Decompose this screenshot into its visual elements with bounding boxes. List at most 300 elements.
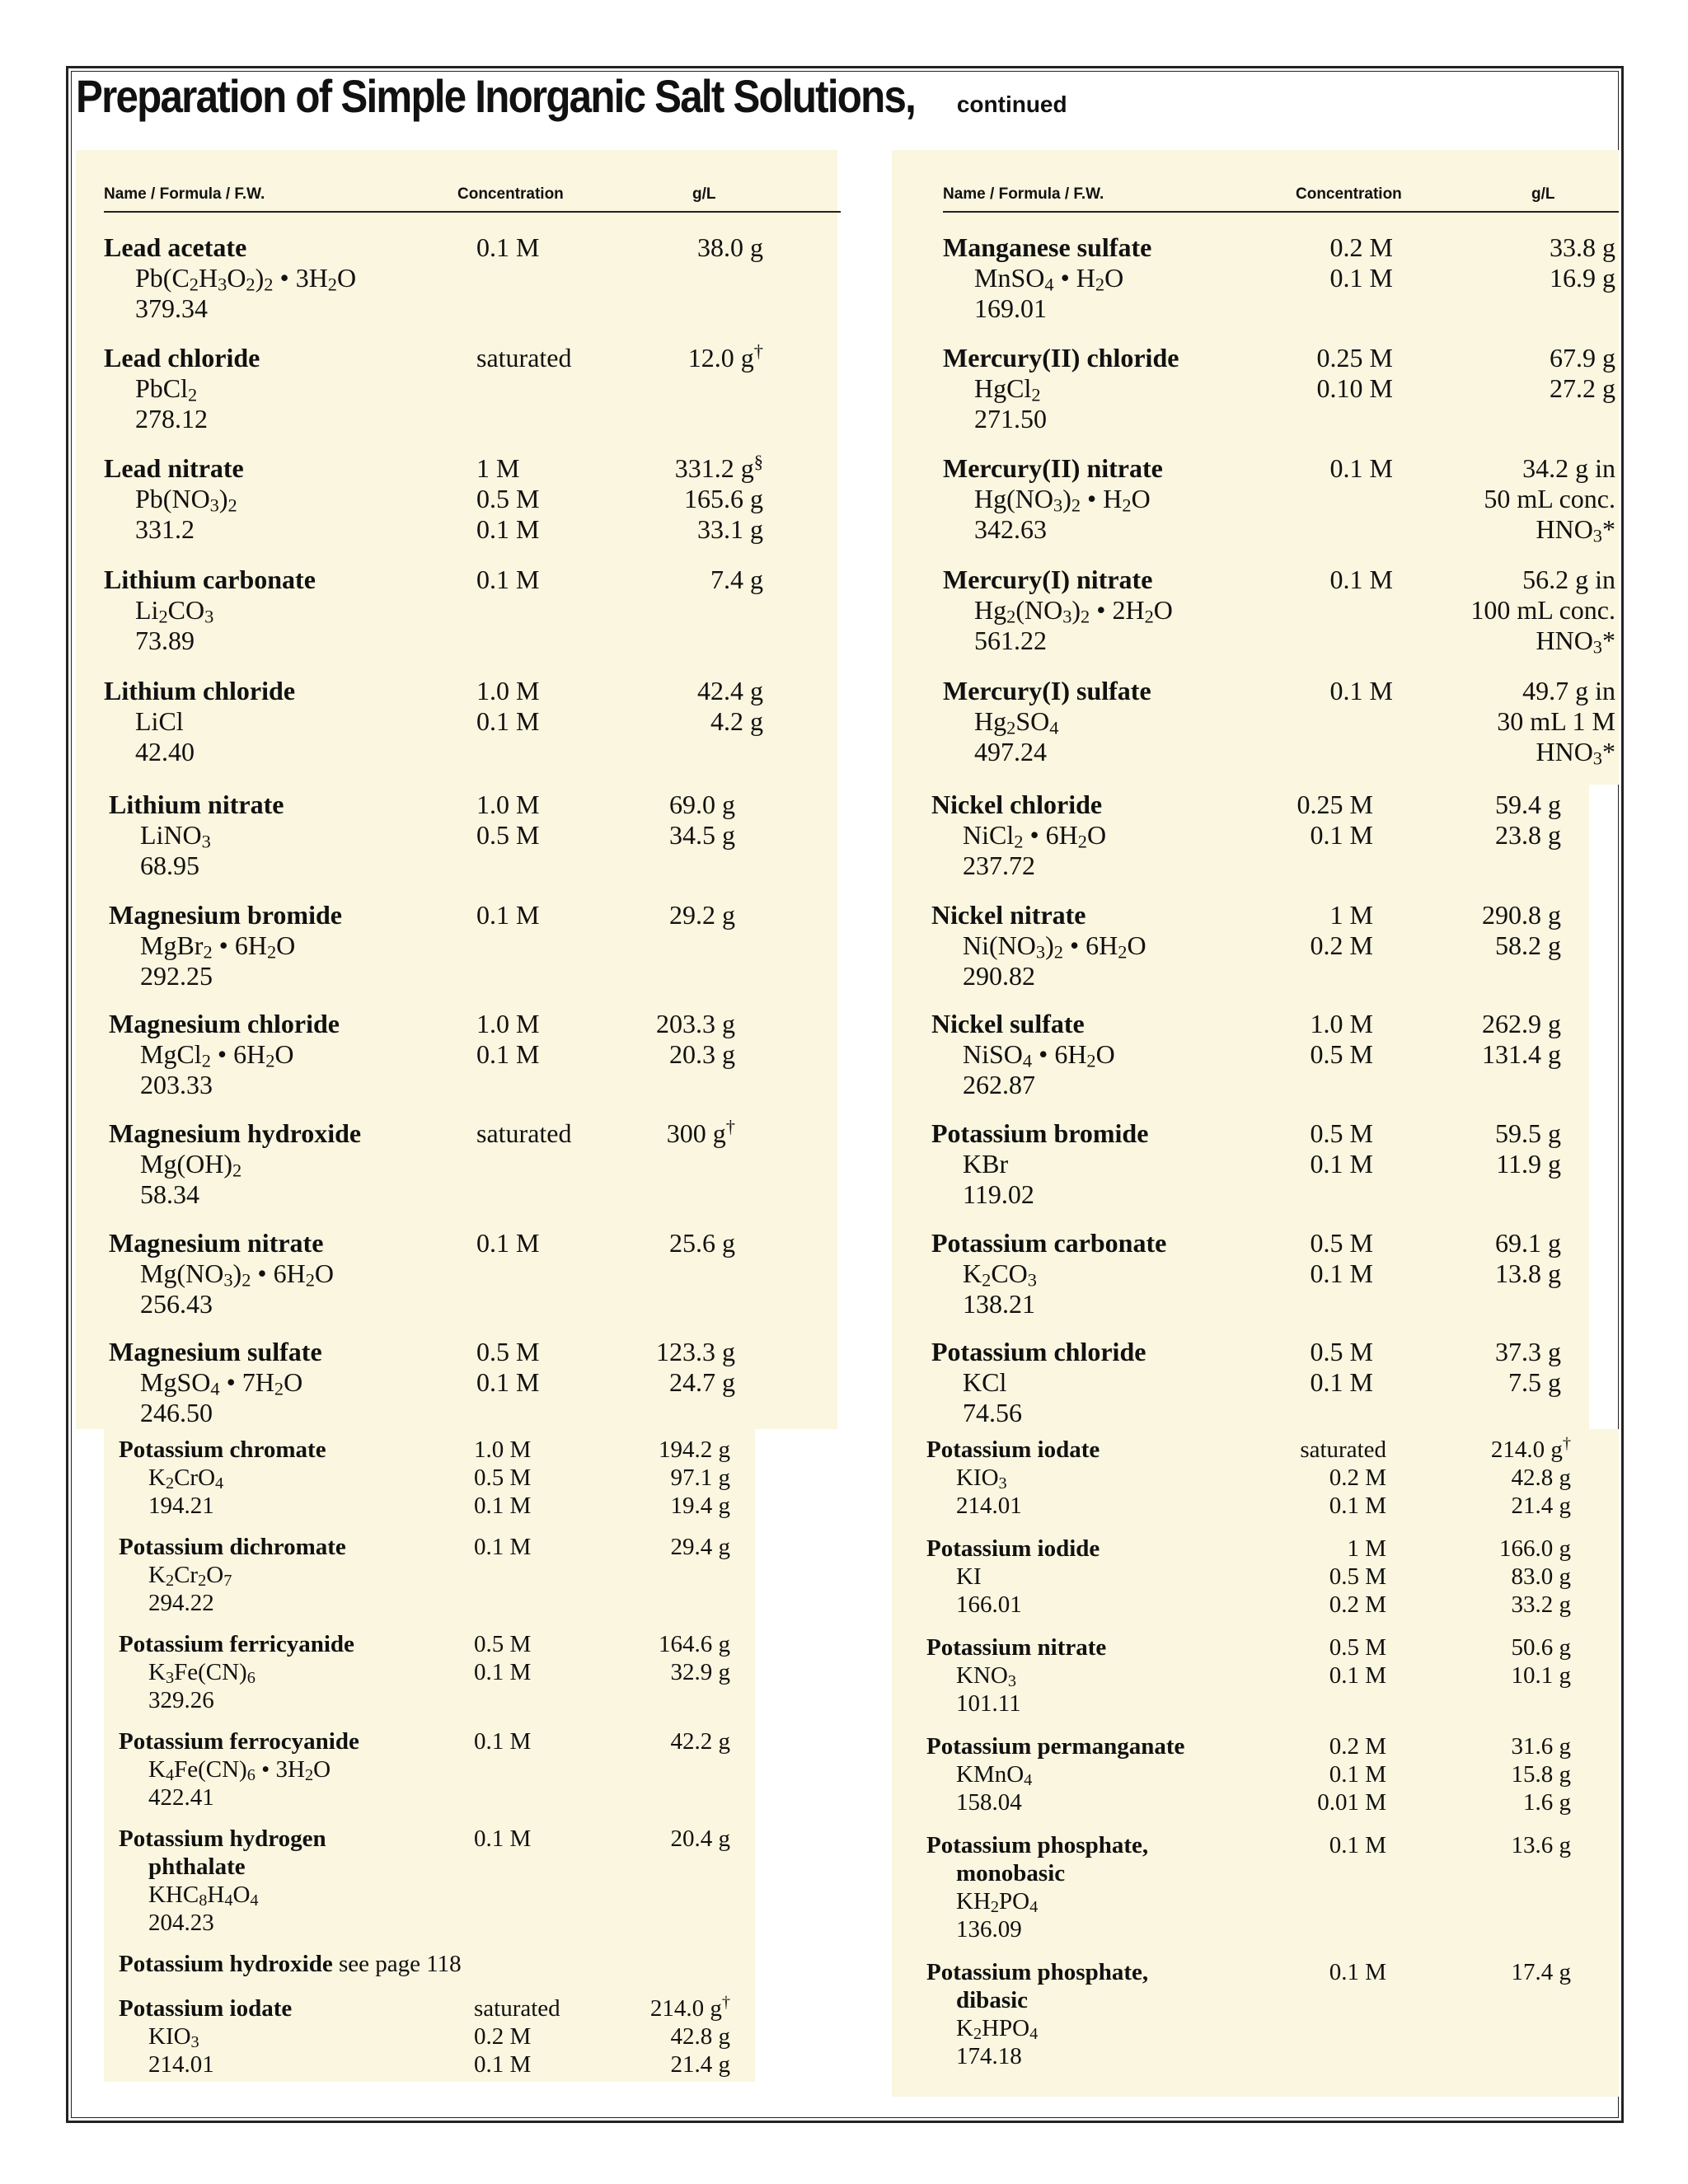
concentration-value: 0.5 M [1329,1563,1386,1590]
grams-value: 69.0 g [669,790,735,819]
concentration-cell [1317,1732,1386,1816]
right-panel-middle [892,785,1589,1429]
grams-value: 67.9 g [1550,343,1615,373]
right-entry [943,676,1151,767]
grams-value: $HNO_3*$ [1536,737,1615,769]
concentration-cell [476,790,539,851]
salt-name: Nickel chloride [931,790,1103,819]
grams-per-liter-cell [669,900,735,930]
hydroxide-note-ref: see page 118 [332,1951,462,1977]
right-entry [931,1009,1115,1100]
formula-line: $K_2Cr_2O_7$ [148,1562,232,1591]
formula-weight: 119.02 [963,1179,1034,1209]
formula-weight: 74.56 [963,1398,1022,1427]
salt-name: Magnesium bromide [109,900,342,930]
salt-formula: $Li_2CO_3$ [135,595,214,627]
formula-line: $KIO_3$ [956,1465,1007,1493]
concentration-value: saturated [1300,1436,1386,1463]
salt-name: Lithium chloride [104,676,296,705]
concentration-value: 0.2 M [1329,1465,1386,1491]
salt-formula: KBr [963,1149,1009,1179]
grams-value: 166.0 g [1499,1535,1571,1562]
grams-per-liter-cell [1495,1228,1561,1289]
salt-name: Nickel sulfate [931,1009,1085,1038]
grams-per-liter-cell [697,232,763,263]
grams-value: 21.4 g [670,2051,730,2078]
formula-line: 194.21 [148,1493,214,1519]
formula-weight: 42.40 [135,737,195,766]
salt-formula: $Hg_2(NO_3)_2$ • $2H_2O$ [974,595,1173,627]
concentration-cell [1330,676,1393,706]
salt-name: Potassium iodide [926,1535,1100,1562]
concentration-cell [1311,900,1373,961]
grams-value: 69.1 g [1495,1228,1561,1258]
formula-line: $K_2CrO_4$ [148,1465,224,1493]
salt-formula: $Hg(NO_3)_2$ • $H_2O$ [974,484,1151,516]
grams-value: 25.6 g [669,1228,735,1258]
salt-formula: HgCl$_2$ [974,373,1041,405]
salt-formula: LiCl [135,706,184,736]
concentration-cell [1317,343,1393,404]
grams-per-liter-cell [650,1994,730,2079]
formula-line: $K_2HPO_4$ [956,2015,1039,2044]
grams-value: 29.2 g [669,900,735,930]
right-entry [943,565,1173,656]
formula-line: $KNO_3$ [956,1662,1016,1691]
right-entry [931,790,1106,881]
concentration-cell [476,1337,539,1398]
concentration-value: 0.1 M [1329,453,1393,483]
salt-name: Mercury(I) sulfate [943,676,1151,705]
grams-per-liter-cell [1470,565,1615,656]
concentration-value: 0.1 M [474,1825,532,1852]
grams-value: 33.2 g [1511,1591,1571,1618]
grams-value: 32.9 g [670,1659,730,1685]
formula-weight: 138.21 [963,1289,1035,1319]
formula-line: 158.04 [956,1789,1022,1816]
grams-value: 1.6 g [1523,1789,1571,1816]
grams-value: 19.4 g [670,1493,730,1519]
formula-weight: 68.95 [140,851,199,880]
left-lower-entry [119,1436,326,1520]
concentration-cell [1329,1535,1386,1619]
concentration-value: 0.25 M [1316,343,1393,373]
grams-per-liter-cell [659,1436,730,1520]
grams-value: 300 g† [666,1116,735,1148]
left-lower-entry [119,1825,326,1937]
grams-value: 20.4 g [670,1825,730,1852]
grams-per-liter-cell [675,453,763,545]
grams-value: 214.0 g† [649,1993,730,2022]
salt-formula: $Pb(NO_3)_2$ [135,484,237,516]
concentration-value: 0.1 M [1310,1258,1373,1288]
concentration-value: 0.1 M [1329,263,1393,293]
salt-name: Magnesium nitrate [109,1228,324,1258]
grams-value: 31.6 g [1511,1733,1571,1760]
right-lower-entry [926,1958,1148,2070]
grams-value: 23.8 g [1495,820,1561,850]
grams-value: 194.2 g [659,1436,730,1463]
salt-name: Potassium ferricyanide [119,1631,354,1657]
grams-per-liter-cell [1495,790,1561,851]
subtitle-text: continued [956,91,1067,117]
left-entry [109,1118,361,1210]
salt-formula: MgCl$_2$ • $6H_2O$ [140,1039,294,1071]
concentration-cell [476,1118,572,1149]
grams-per-liter-cell [1550,232,1615,293]
grams-value: 20.3 g [669,1039,735,1069]
salt-formula: $K_2CO_3$ [963,1258,1037,1291]
concentration-cell [1330,565,1393,595]
left-entry [109,790,284,881]
salt-formula: $Pb(C_2H_3O_2)_2$ • $3H_2O$ [135,263,357,295]
concentration-value: 0.1 M [476,232,540,262]
concentration-cell [476,453,539,545]
grams-value: 34.2 g in [1522,453,1615,483]
concentration-cell [1329,1633,1386,1690]
grams-per-liter-cell [1499,1535,1571,1619]
formula-weight: 290.82 [963,961,1035,991]
concentration-cell [1297,790,1373,851]
left-entry [104,232,356,324]
formula-line: 422.41 [148,1784,214,1811]
grams-value: 29.4 g [670,1534,730,1560]
formula-line: 174.18 [956,2043,1022,2069]
salt-formula: $Mg(OH)_2$ [140,1149,242,1181]
concentration-value: 0.5 M [1329,1634,1386,1661]
right-header-name: Name / Formula / F.W. [943,185,1104,203]
concentration-cell [476,900,539,930]
left-entry [104,343,260,434]
concentration-cell [1311,1228,1373,1289]
concentration-value: 0.1 M [476,706,540,736]
concentration-value: 0.1 M [1329,1493,1386,1519]
salt-name: Potassium phosphate, [926,1959,1149,1985]
concentration-value: 0.5 M [476,1337,540,1366]
grams-value: 33.1 g [697,514,763,544]
formula-line: 214.01 [148,2051,214,2078]
concentration-value: 0.25 M [1296,790,1373,819]
concentration-value: 0.1 M [476,1367,540,1397]
grams-value: 42.4 g [697,676,763,705]
concentration-value: 1 M [1329,900,1373,930]
right-lower-entry [926,1535,1100,1619]
grams-value: 7.4 g [710,565,763,594]
salt-name: Mercury(II) chloride [943,343,1179,373]
formula-weight: 262.87 [963,1070,1035,1099]
grams-per-liter-cell [1495,1118,1561,1179]
concentration-value: 0.2 M [474,2023,532,2050]
grams-value: 100 mL conc. [1470,595,1615,625]
grams-value: 262.9 g [1482,1009,1561,1038]
right-entry [931,1228,1166,1319]
right-header-rule [943,211,1619,213]
salt-formula: MnSO$_4$ • $H_2O$ [974,263,1124,295]
concentration-cell [476,1009,539,1070]
concentration-value: 0.1 M [1329,676,1393,705]
grams-value: 34.5 g [669,820,735,850]
salt-name: Lead chloride [104,343,260,373]
right-header-conc: Concentration [1296,185,1402,203]
grams-value: 12.0 g† [687,340,763,373]
concentration-value: 0.01 M [1317,1789,1386,1816]
left-entry [109,900,342,991]
grams-per-liter-cell [656,1337,735,1398]
grams-per-liter-cell [1482,900,1561,961]
grams-per-liter-cell [671,1825,731,1853]
concentration-value: 0.1 M [1329,1662,1386,1689]
salt-name: Potassium bromide [931,1118,1149,1148]
salt-formula: $Mg(NO_3)_2$ • $6H_2O$ [140,1258,335,1291]
right-entry [943,343,1179,434]
salt-name: Manganese sulfate [943,232,1152,262]
grams-value: 42.8 g [670,2023,730,2050]
salt-name: Mercury(II) nitrate [943,453,1163,483]
grams-per-liter-cell [669,1228,735,1258]
salt-formula: $Ni(NO_3)_2$ • $6H_2O$ [963,930,1146,963]
salt-formula: PbCl$_2$ [135,373,198,405]
grams-per-liter-cell [1491,1436,1571,1520]
concentration-value: 0.2 M [1329,232,1393,262]
right-entry [931,1118,1148,1210]
grams-value: 50 mL conc. [1484,484,1615,513]
concentration-value: 0.1 M [1310,1149,1373,1179]
grams-value: 11.9 g [1496,1149,1561,1179]
formula-weight: 73.89 [135,626,195,655]
grams-per-liter-cell [710,565,763,595]
formula-line: 294.22 [148,1590,214,1616]
concentration-value: 0.2 M [1329,1591,1386,1618]
grams-value: 123.3 g [656,1337,735,1366]
salt-name: Potassium dichromate [119,1534,346,1560]
grams-value: 15.8 g [1511,1761,1571,1788]
left-header-rule [104,211,841,213]
concentration-cell [474,1994,560,2079]
left-entry [109,1337,322,1428]
grams-per-liter-cell [667,1118,735,1149]
grams-per-liter-cell [1484,453,1615,545]
grams-value: 165.6 g [684,484,763,513]
formula-line: 166.01 [956,1591,1022,1618]
grams-value: 131.4 g [1482,1039,1561,1069]
salt-name: Lead nitrate [104,453,244,483]
grams-value: 16.9 g [1550,263,1615,293]
formula-line: 204.23 [148,1910,214,1936]
salt-name: Lithium nitrate [109,790,284,819]
concentration-value: 0.5 M [476,484,540,513]
grams-per-liter-cell [1495,1337,1561,1398]
page-title [76,69,1067,123]
left-entry [104,565,316,656]
grams-per-liter-cell [1497,676,1615,767]
formula-weight: 237.72 [963,851,1035,880]
concentration-value: 0.1 M [1329,565,1393,594]
salt-name: Mercury(I) nitrate [943,565,1153,594]
formula-line: $K_4Fe(CN)_6$ • $3H_2O$ [148,1756,331,1785]
grams-value: 4.2 g [710,706,763,736]
grams-value: 97.1 g [670,1465,730,1491]
left-header-conc: Concentration [457,185,564,203]
concentration-cell [474,1533,531,1561]
concentration-value: 1.0 M [474,1436,532,1463]
salt-name: Magnesium chloride [109,1009,340,1038]
salt-name: Lithium carbonate [104,565,316,594]
formula-line: $KIO_3$ [148,2023,199,2052]
grams-per-liter-cell [656,1009,735,1070]
salt-name: Potassium hydrogen [119,1825,326,1852]
grams-value: 21.4 g [1511,1493,1571,1519]
title-text: Preparation of Simple Inorganic Salt Solutions, [76,70,916,122]
right-entry [931,900,1146,991]
concentration-value: 0.1 M [476,514,540,544]
right-entry [943,453,1163,545]
grams-value: 42.8 g [1511,1465,1571,1491]
concentration-value: 0.1 M [474,1534,532,1560]
grams-per-liter-cell [1512,1633,1572,1690]
salt-name: Potassium iodate [119,1995,293,2022]
concentration-value: 1.0 M [476,676,540,705]
concentration-cell [476,343,572,373]
left-entry [109,1228,334,1319]
concentration-value: 0.5 M [1310,1039,1373,1069]
salt-name: Potassium chromate [119,1436,326,1463]
grams-per-liter-cell [669,790,735,851]
right-header-gl: g/L [1531,185,1555,203]
grams-value: 214.0 g† [1490,1434,1571,1463]
formula-line: phthalate [148,1854,246,1880]
concentration-value: 0.5 M [1310,1228,1373,1258]
left-lower-entry [119,1994,292,2079]
concentration-value: 0.1 M [476,900,540,930]
left-lower-entry [119,1630,354,1714]
right-lower-entry [926,1436,1100,1520]
left-entry [104,453,244,545]
concentration-cell [1330,453,1393,484]
grams-value: 83.0 g [1511,1563,1571,1590]
formula-weight: 292.25 [140,961,213,991]
concentration-cell [1311,1009,1373,1070]
concentration-cell [1311,1118,1373,1179]
formula-line: KI [956,1563,982,1590]
concentration-value: 0.2 M [1310,930,1373,960]
grams-value: $HNO_3*$ [1536,626,1615,658]
concentration-cell [476,1228,539,1258]
formula-weight: 203.33 [140,1070,213,1099]
concentration-value: 0.10 M [1316,373,1393,403]
formula-line: dibasic [956,1987,1029,2013]
formula-weight: 246.50 [140,1398,213,1427]
concentration-value: 1.0 M [476,790,540,819]
concentration-cell [474,1825,531,1853]
concentration-value: 0.1 M [474,1493,532,1519]
grams-value: 49.7 g in [1522,676,1615,705]
grams-value: 59.4 g [1495,790,1561,819]
grams-value: 38.0 g [697,232,763,262]
left-entry [109,1009,340,1100]
grams-per-liter-cell [671,1533,731,1561]
concentration-value: 0.2 M [1329,1733,1386,1760]
concentration-value: 0.1 M [474,2051,532,2078]
grams-value: $HNO_3*$ [1536,514,1615,546]
formula-weight: 256.43 [140,1289,213,1319]
concentration-cell [1311,1337,1373,1398]
grams-value: 331.2 g§ [674,451,763,483]
concentration-value: 1.0 M [1310,1009,1373,1038]
grams-value: 50.6 g [1511,1634,1571,1661]
concentration-value: saturated [474,1995,560,2022]
grams-value: 7.5 g [1508,1367,1561,1397]
formula-weight: 497.24 [974,737,1047,766]
concentration-value: saturated [476,1118,572,1148]
salt-name: Potassium carbonate [931,1228,1167,1258]
grams-value: 13.6 g [1511,1832,1571,1858]
grams-value: 33.8 g [1550,232,1615,262]
concentration-value: 0.1 M [1329,1959,1386,1985]
formula-weight: 331.2 [135,514,195,544]
grams-per-liter-cell [1512,1732,1572,1816]
salt-formula: $Hg_2SO_4$ [974,706,1059,738]
concentration-value: 0.1 M [476,565,540,594]
concentration-value: saturated [476,343,572,373]
grams-value: 27.2 g [1550,373,1615,403]
formula-line: $K_3Fe(CN)_6$ [148,1659,256,1688]
concentration-value: 0.1 M [474,1659,532,1685]
concentration-cell [1329,1958,1386,1986]
concentration-cell [1300,1436,1386,1520]
salt-name: Magnesium hydroxide [109,1118,362,1148]
grams-per-liter-cell [1550,343,1615,404]
salt-formula: NiCl$_2$ • $6H_2O$ [963,820,1107,852]
formula-line: 214.01 [956,1493,1022,1519]
grams-value: 59.5 g [1495,1118,1561,1148]
formula-line: $KHC_8H_4O_4$ [148,1882,259,1910]
concentration-value: 0.1 M [476,1228,540,1258]
salt-formula: LiNO$_3$ [140,820,211,852]
right-entry [943,232,1151,324]
formula-line: KMnO$_4$ [956,1761,1033,1790]
salt-name: Potassium chloride [931,1337,1146,1366]
formula-weight: 561.22 [974,626,1047,655]
concentration-value: 0.5 M [474,1631,532,1657]
formula-line: $KH_2PO_4$ [956,1888,1039,1917]
formula-line: 329.26 [148,1687,214,1713]
concentration-value: 0.1 M [474,1728,532,1755]
grams-value: 13.8 g [1495,1258,1561,1288]
formula-line: 101.11 [956,1690,1021,1717]
concentration-value: 0.5 M [1310,1337,1373,1366]
formula-line: 136.09 [956,1916,1022,1943]
concentration-cell [474,1630,531,1686]
salt-name: Lead acetate [104,232,247,262]
right-entry [931,1337,1146,1428]
concentration-value: 1 M [476,453,520,483]
formula-weight: 379.34 [135,293,208,323]
salt-formula: NiSO$_4$ • $6H_2O$ [963,1039,1115,1071]
right-lower-entry [926,1732,1184,1816]
concentration-cell [474,1727,531,1755]
grams-value: 42.2 g [670,1728,730,1755]
concentration-value: 0.5 M [476,820,540,850]
salt-name: Potassium nitrate [926,1634,1107,1661]
salt-name: Potassium ferrocyanide [119,1728,359,1755]
grams-value: 17.4 g [1511,1959,1571,1985]
salt-name: Potassium phosphate, [926,1832,1149,1858]
salt-name: Magnesium sulfate [109,1337,322,1366]
right-lower-entry [926,1831,1148,1943]
concentration-value: 0.5 M [1310,1118,1373,1148]
grams-value: 203.3 g [656,1009,735,1038]
grams-per-liter-cell [671,1727,731,1755]
